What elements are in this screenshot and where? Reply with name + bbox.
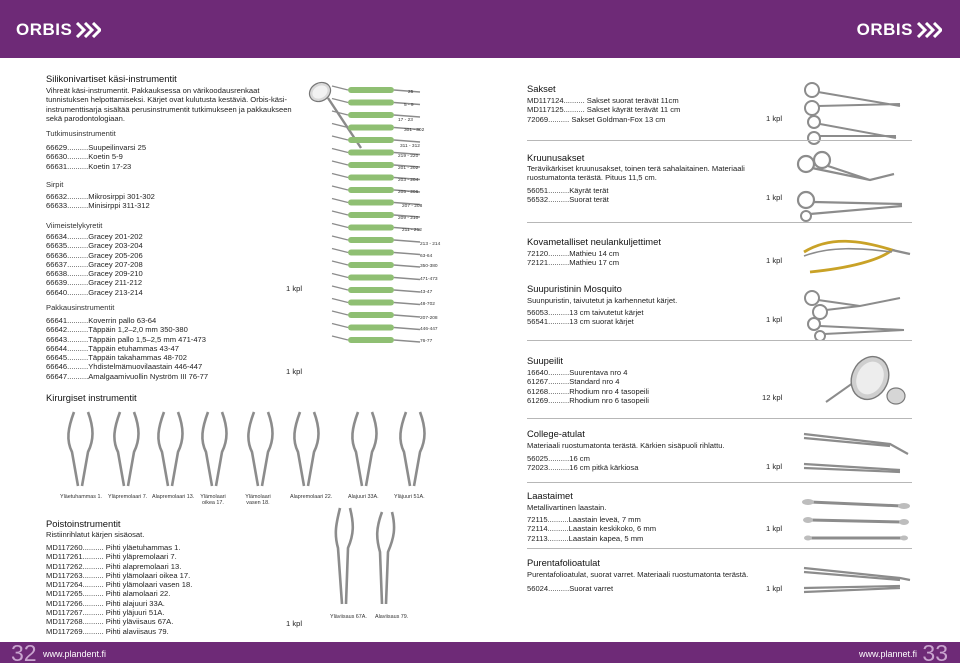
instrument-handle: [348, 300, 394, 306]
suupuristin-desc: Suunpuristin, taivutetut ja karhennetut kärjet.: [527, 296, 678, 305]
caption-forceps: Ylämolaari oikea 17.: [200, 494, 226, 507]
instrument-tag: 471-473: [420, 277, 438, 282]
instrument-tag: 446-447: [420, 327, 438, 332]
list-item: 72023..........16 cm pitkä kärkiosa: [527, 463, 639, 473]
intro-line: tunnistuksen helpottamiseksi. Kärjet ovat kulutusta kestäviä. Orbis-käsi-: [46, 95, 287, 105]
orbis-logo-left: [16, 20, 101, 40]
instrument-handle: [348, 175, 394, 181]
instrument-tag: 301 - 302: [404, 128, 425, 133]
list-item: 72069.......... Sakset Goldman-Fox 13 cm: [527, 114, 666, 124]
list-item: 66637..........Gracey 207-208: [46, 259, 143, 269]
section-title-suupuristin: Suupuristinin Mosquito: [527, 283, 622, 294]
crown-scissors-illustration: [790, 150, 910, 222]
list-item: MD117267.......... Pihti yläjuuri 51A.: [46, 608, 165, 618]
quantity-suupeilit: 12 kpl: [762, 393, 783, 402]
list-item: 66636..........Gracey 205-206: [46, 250, 143, 260]
instrument-tag: 5 - 9: [404, 103, 414, 108]
list-item: 56024..........Suorat varret: [527, 584, 614, 593]
list-item: MD117262.......... Pihti alapremolaari 13.: [46, 561, 182, 571]
divider: [527, 548, 912, 549]
instrument-handle: [348, 275, 394, 281]
folio-tweezers-illustration: [800, 558, 912, 598]
desc-line: ruostumatonta terästä. Pituus 11,5 cm.: [527, 173, 657, 183]
list-item: MD117125.......... Sakset käyrät terävät 11 cm: [527, 105, 681, 115]
instrument-handle: [348, 225, 394, 231]
quantity-college: 1 kpl: [766, 462, 783, 471]
instrument-tag: 207-208: [420, 316, 438, 321]
list-item: MD117264.......... Pihti ylämolaari vasen 18.: [46, 580, 193, 590]
instrument-handle: [348, 250, 394, 256]
list-item: 16640..........Suurentava nro 4: [527, 368, 628, 377]
list-item: MD117263.......... Pihti ylämolaari oikea 17.: [46, 570, 191, 580]
page-number-right: 33: [922, 640, 948, 663]
list-item: MD117261.......... Pihti yläpremolaari 7.: [46, 552, 177, 562]
logo-text: ORBIS: [856, 20, 913, 39]
instrument-tag: 350-380: [420, 264, 438, 269]
forceps-shape: [400, 412, 424, 486]
quantity-purentafolio: 1 kpl: [766, 584, 783, 593]
caption-forceps: Alapremolaari 22.: [290, 494, 333, 500]
list-item: MD117266.......... Pihti alajuuri 33A.: [46, 598, 165, 608]
needle-holder-illustration: [800, 232, 912, 276]
list-item: 66641..........Koverrin pallo 63-64: [46, 316, 157, 325]
instrument-handle: [348, 112, 394, 118]
chevrons-icon: [916, 22, 942, 38]
section-title-kovametalliset: Kovametalliset neulankuljettimet: [527, 236, 661, 247]
orbis-logo-right: [857, 20, 942, 40]
section-title-kirurgiset: Kirurgiset instrumentit: [46, 392, 137, 403]
instrument-handle: [348, 312, 394, 318]
instrument-handle: [348, 325, 394, 331]
section-title-college: College-atulat: [527, 428, 585, 439]
instrument-tag: 201 - 202: [398, 166, 419, 171]
quantity-sakset: 1 kpl: [766, 114, 783, 123]
instrument-tag: 48-702: [420, 302, 435, 307]
list-item: 56541..........13 cm suorat kärjet: [527, 317, 634, 327]
instrument-handle: [348, 162, 394, 168]
quantity-pakkaus: 1 kpl: [286, 367, 303, 376]
list-item: 66646..........Yhdistelmämuovilaastain 446-447: [46, 362, 203, 372]
quantity-kovametalliset: 1 kpl: [766, 256, 783, 265]
kruunusakset-desc: [527, 164, 745, 183]
list-item: 66630..........Koetin 5-9: [46, 152, 123, 162]
caption-forceps: Alapremolaari 13.: [152, 494, 195, 500]
list-poisto: [46, 543, 192, 636]
quantity-suupuristin: 1 kpl: [766, 315, 783, 324]
section-title-sakset: Sakset: [527, 83, 556, 94]
caption-forceps: Yläpremolaari 7.: [108, 494, 148, 500]
list-item: 66634..........Gracey 201-202: [46, 232, 143, 241]
instrument-tag: 311 - 312: [400, 144, 420, 149]
section-title-silikoni: Silikonivartiset käsi-instrumentit: [46, 73, 177, 84]
list-item: 56053..........13 cm taivutetut kärjet: [527, 308, 644, 317]
list-item: 72115..........Laastain leveä, 7 mm: [527, 515, 641, 524]
list-item: 72120..........Mathieu 14 cm: [527, 249, 620, 258]
instrument-tag: 17 - 23: [398, 118, 413, 123]
section-title-poisto: Poistoinstrumentit: [46, 518, 121, 529]
instrument-handle: [348, 137, 394, 143]
footer-bar: [0, 642, 960, 663]
forceps-shape: [294, 412, 318, 486]
list-sakset: [527, 96, 680, 124]
poisto-subtitle: Ristiinrihlatut kärjen sisäosat.: [46, 530, 145, 539]
quantity-kruunusakset: 1 kpl: [766, 193, 783, 202]
section-title-purentafolio: Purentafolioatulat: [527, 557, 600, 568]
list-item: MD117124.......... Sakset suorat terävät 11cm: [527, 96, 679, 105]
silikoni-intro: [46, 86, 292, 123]
instrument-handle: [348, 87, 394, 93]
forceps-shape: [248, 412, 272, 486]
dental-mirrors-illustration: [820, 348, 910, 413]
page-number-left: 32: [11, 640, 37, 663]
forceps-shape: [352, 412, 376, 486]
forceps-shape: [158, 412, 182, 486]
list-item: 66639..........Gracey 211-212: [46, 278, 143, 288]
instrument-tag: 211 - 212: [402, 228, 422, 233]
section-title-laastaimet: Laastaimet: [527, 490, 573, 501]
list-item: 66633..........Minisirppi 311-312: [46, 201, 150, 211]
list-item: 66640..........Gracey 213-214: [46, 287, 143, 297]
quantity-laastaimet: 1 kpl: [766, 524, 783, 533]
forceps-shape: [202, 412, 226, 486]
list-item: 56532..........Suorat terät: [527, 195, 609, 205]
list-item: 56051..........Käyrät terät: [527, 186, 609, 195]
header-bar: [0, 0, 960, 58]
list-item: 66635..........Gracey 203-204: [46, 241, 143, 251]
list-suupeilit: [527, 368, 649, 405]
list-pakkaus: [46, 316, 208, 381]
heading-tutkimus: Tutkimusinstrumentit: [46, 129, 116, 138]
instrument-handle: [348, 287, 394, 293]
divider: [527, 418, 912, 419]
intro-line: instrumenttisarja sisältää perusinstrumentit tutkimukseen ja pakkaukseen: [46, 104, 292, 114]
list-item: 61267..........Standard nro 4: [527, 377, 620, 387]
list-kovametalliset: [527, 249, 619, 268]
desc-line: Terävikärkiset kruunusakset, toinen terä sahalaitainen. Materiaali: [527, 164, 745, 173]
section-title-kruunusakset: Kruunusakset: [527, 152, 585, 163]
instrument-handle: [348, 125, 394, 131]
caption-forceps: Yläetuhammas 1.: [60, 494, 102, 500]
list-suupuristin: [527, 308, 644, 327]
divider: [527, 140, 912, 141]
quantity-poisto: 1 kpl: [286, 619, 303, 628]
list-item: 61269..........Rhodium nro 6 tasopeili: [527, 395, 649, 405]
intro-line: Vihreät käsi-instrumentit. Pakkauksessa on värikoodausrenkaat: [46, 86, 260, 95]
instrument-tag: 43-47: [420, 290, 433, 295]
forceps-shape: [114, 412, 138, 486]
section-title-suupeilit: Suupeilit: [527, 355, 563, 366]
instrument-tag: 207 - 208: [402, 204, 423, 209]
instrument-tag: 203 - 204: [398, 178, 419, 183]
instrument-handle: [348, 262, 394, 268]
laastaimet-desc: Metallivartinen laastain.: [527, 503, 607, 512]
caption-forceps: Ylämolaari vasen 18.: [245, 494, 271, 507]
scissors-illustration: [800, 78, 912, 146]
instrument-handle: [348, 187, 394, 193]
list-viimeistely: [46, 232, 143, 297]
footer-url-right[interactable]: www.plannet.fi: [858, 649, 917, 659]
divider: [527, 340, 912, 341]
divider: [527, 222, 912, 223]
list-item: 66632..........Mikrosirppi 301-302: [46, 192, 155, 201]
list-sirpit: [46, 192, 155, 211]
instrument-handle: [348, 337, 394, 343]
list-item: 66642..........Täppäin 1,2–2,0 mm 350-380: [46, 325, 188, 335]
list-tutkimus: [46, 143, 146, 171]
instrument-handle: [348, 212, 394, 218]
list-item: 56025..........16 cm: [527, 454, 590, 463]
caption-forceps: Yläviisaus 67A.: [330, 614, 367, 620]
instrument-tag: 219 - 220: [398, 154, 419, 159]
list-laastaimet: [527, 515, 656, 543]
instrument-handle: [348, 200, 394, 206]
list-item: 72121..........Mathieu 17 cm: [527, 258, 620, 268]
instrument-handle: [348, 100, 394, 106]
list-item: MD117260.......... Pihti yläetuhammas 1.: [46, 543, 181, 552]
list-item: 72114..........Laastain keskikoko, 6 mm: [527, 524, 657, 534]
intro-line: sekä parodontologiaan.: [46, 113, 125, 123]
spatula-illustration: [800, 492, 912, 548]
list-item: MD117268.......... Pihti yläviisaus 67A.: [46, 617, 174, 627]
hand-instruments-illustration: [330, 80, 450, 355]
instrument-tag: 209 - 210: [398, 216, 419, 221]
list-item: MD117265.......... Pihti alamolaari 22.: [46, 589, 171, 599]
instrument-tag: 213 - 214: [420, 242, 441, 247]
purentafolio-desc: Purentafolioatulat, suorat varret. Materiaali ruostumatonta terästä.: [527, 570, 749, 579]
caption-forceps: Yläjuuri 51A.: [394, 494, 425, 500]
list-item: 66629..........Suupeilinvarsi 25: [46, 143, 147, 152]
divider: [527, 482, 912, 483]
forceps-illustration: [60, 408, 445, 488]
wisdom-forceps-illustration: [320, 504, 420, 612]
list-item: 72113..........Laastain kapea, 5 mm: [527, 533, 644, 543]
college-desc: Materiaali ruostumatonta terästä. Kärkien sisäpuoli rihlattu.: [527, 441, 725, 450]
list-item: 66645..........Täppäin takahammas 48-702: [46, 353, 187, 363]
caption-forceps: Alaviisaus 79.: [375, 614, 409, 620]
instrument-tag: 25: [408, 90, 414, 95]
instrument-handle: [348, 237, 394, 243]
chevrons-icon: [75, 22, 101, 38]
list-item: 66638..........Gracey 209-210: [46, 269, 143, 279]
list-item: 66644..........Täppäin etuhammas 43-47: [46, 343, 179, 353]
heading-viimeistely: Viimeistelykyretit: [46, 221, 103, 230]
heading-pakkaus: Pakkausinstrumentit: [46, 303, 115, 312]
instrument-tag: 205 - 206: [398, 190, 419, 195]
list-college: [527, 454, 638, 473]
quantity-viimeistely: 1 kpl: [286, 284, 303, 293]
instrument-tag: 76-77: [420, 339, 433, 344]
forceps-shape: [68, 412, 92, 486]
mosquito-clamp-illustration: [800, 284, 912, 340]
college-tweezers-illustration: [800, 420, 912, 482]
heading-sirpit: Sirpit: [46, 180, 64, 189]
instrument-tag: 63-64: [420, 254, 433, 259]
list-item: 66647..........Amalgaamivuollin Nyström III 76-77: [46, 371, 209, 381]
list-kruunusakset: [527, 186, 609, 205]
logo-text: ORBIS: [16, 20, 73, 39]
list-item: 61268..........Rhodium nro 4 tasopeili: [527, 386, 649, 396]
footer-url-left[interactable]: www.plandent.fi: [43, 649, 107, 659]
list-item: 66643..........Täppäin pallo 1,5–2,5 mm 471-473: [46, 334, 206, 344]
list-item: MD117269.......... Pihti alaviisaus 79.: [46, 626, 169, 636]
caption-forceps: Alajuuri 33A.: [348, 494, 379, 500]
list-item: 66631..........Koetin 17-23: [46, 161, 132, 171]
instrument-handle: [348, 150, 394, 156]
